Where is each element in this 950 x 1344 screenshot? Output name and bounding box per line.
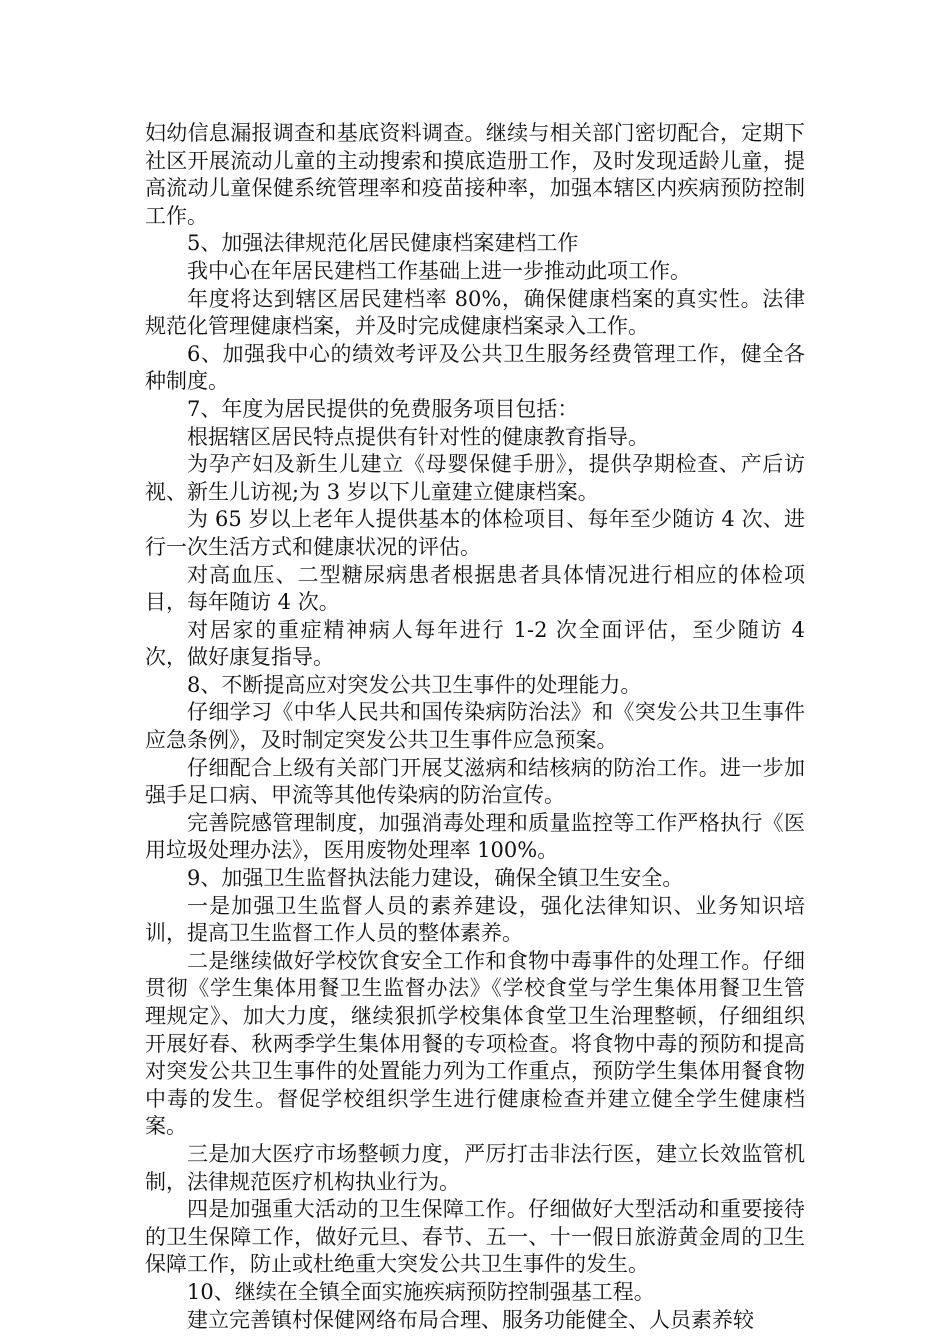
paragraph-16: 9、加强卫生监督执法能力建设，确保全镇卫生安全。 [187,866,684,891]
paragraph-2: 5、加强法律规范化居民健康档案建档工作 [187,231,579,256]
paragraph-1: 妇幼信息漏报调查和基底资料调查。继续与相关部门密切配合，定期下社区开展流动儿童的主动搜索和摸底造册工作，及时发现适龄儿童，提高流动儿童保健系统管理率和疫苗接种率，加强本辖区内疾病预防控制工作。 [145,121,805,228]
paragraph-17: 一是加强卫生监督人员的素养建设，强化法律知识、业务知识培训，提高卫生监督工作人员的整体素养。 [145,893,805,946]
paragraph-19: 三是加大医疗市场整顿力度，严厉打击非法行医，建立长效监管机制，法律规范医疗机构执业行为。 [145,1141,805,1194]
paragraph-10: 对高血压、二型糖尿病患者根据患者具体情况进行相应的体检项目，每年随访 4 次。 [145,562,805,615]
paragraph-11: 对居家的重症精神病人每年进行 1-2 次全面评估，至少随访 4 次，做好康复指导。 [145,617,805,670]
paragraph-12: 8、不断提高应对突发公共卫生事件的处理能力。 [187,672,642,697]
paragraph-6: 7、年度为居民提供的免费服务项目包括： [187,396,579,421]
paragraph-7: 根据辖区居民特点提供有针对性的健康教育指导。 [187,424,649,449]
paragraph-4: 年度将达到辖区居民建档率 80%，确保健康档案的真实性。法律规范化管理健康档案，并及时完成健康档案录入工作。 [145,286,805,339]
paragraph-9: 为 65 岁以上老年人提供基本的体检项目、每年至少随访 4 次、进行一次生活方式和健康状况的评估。 [145,507,805,559]
paragraph-18: 二是继续做好学校饮食安全工作和食物中毒事件的处理工作。仔细贯彻《学生集体用餐卫生监督办法》《学校食堂与学生集体用餐卫生管理规定》、加大力度，继续狠抓学校集体食堂卫生治理整顿，仔细组织开展好春、秋两季学生集体用餐的专项检查。将食物中毒的预防和提高对突发公共卫生事件的处置能力列为工作重点，预防学生集体用餐食物中毒的发生。督促学校组织学生进行健康检查并建立健全学生健康档案。 [145,948,805,1139]
document-page [145,120,805,1334]
paragraph-15: 完善院感管理制度，加强消毒处理和质量监控等工作严格执行《医用垃圾处理办法》，医用废物处理率 100%。 [145,810,805,863]
paragraph-21: 10、继续在全镇全面实施疾病预防控制强基工程。 [187,1279,655,1304]
paragraph-5: 6、加强我中心的绩效考评及公共卫生服务经费管理工作，健全各种制度。 [145,341,805,394]
paragraph-22: 建立完善镇村保健网络布局合理、服务功能健全、人员素养较 [187,1307,754,1332]
paragraph-14: 仔细配合上级有关部门开展艾滋病和结核病的防治工作。进一步加强手足口病、甲流等其他传染病的防治宣传。 [145,755,805,808]
paragraph-13: 仔细学习《中华人民共和国传染病防治法》和《突发公共卫生事件应急条例》，及时制定突发公共卫生事件应急预案。 [145,700,805,753]
paragraph-3: 我中心在年居民建档工作基础上进一步推动此项工作。 [187,258,691,283]
paragraph-20: 四是加强重大活动的卫生保障工作。仔细做好大型活动和重要接待的卫生保障工作，做好元旦、春节、五一、十一假日旅游黄金周的卫生保障工作，防止或杜绝重大突发公共卫生事件的发生。 [145,1197,805,1277]
paragraph-8: 为孕产妇及新生儿建立《母婴保健手册》，提供孕期检查、产后访视、新生儿访视;为 3 岁以下儿童建立健康档案。 [145,452,805,504]
